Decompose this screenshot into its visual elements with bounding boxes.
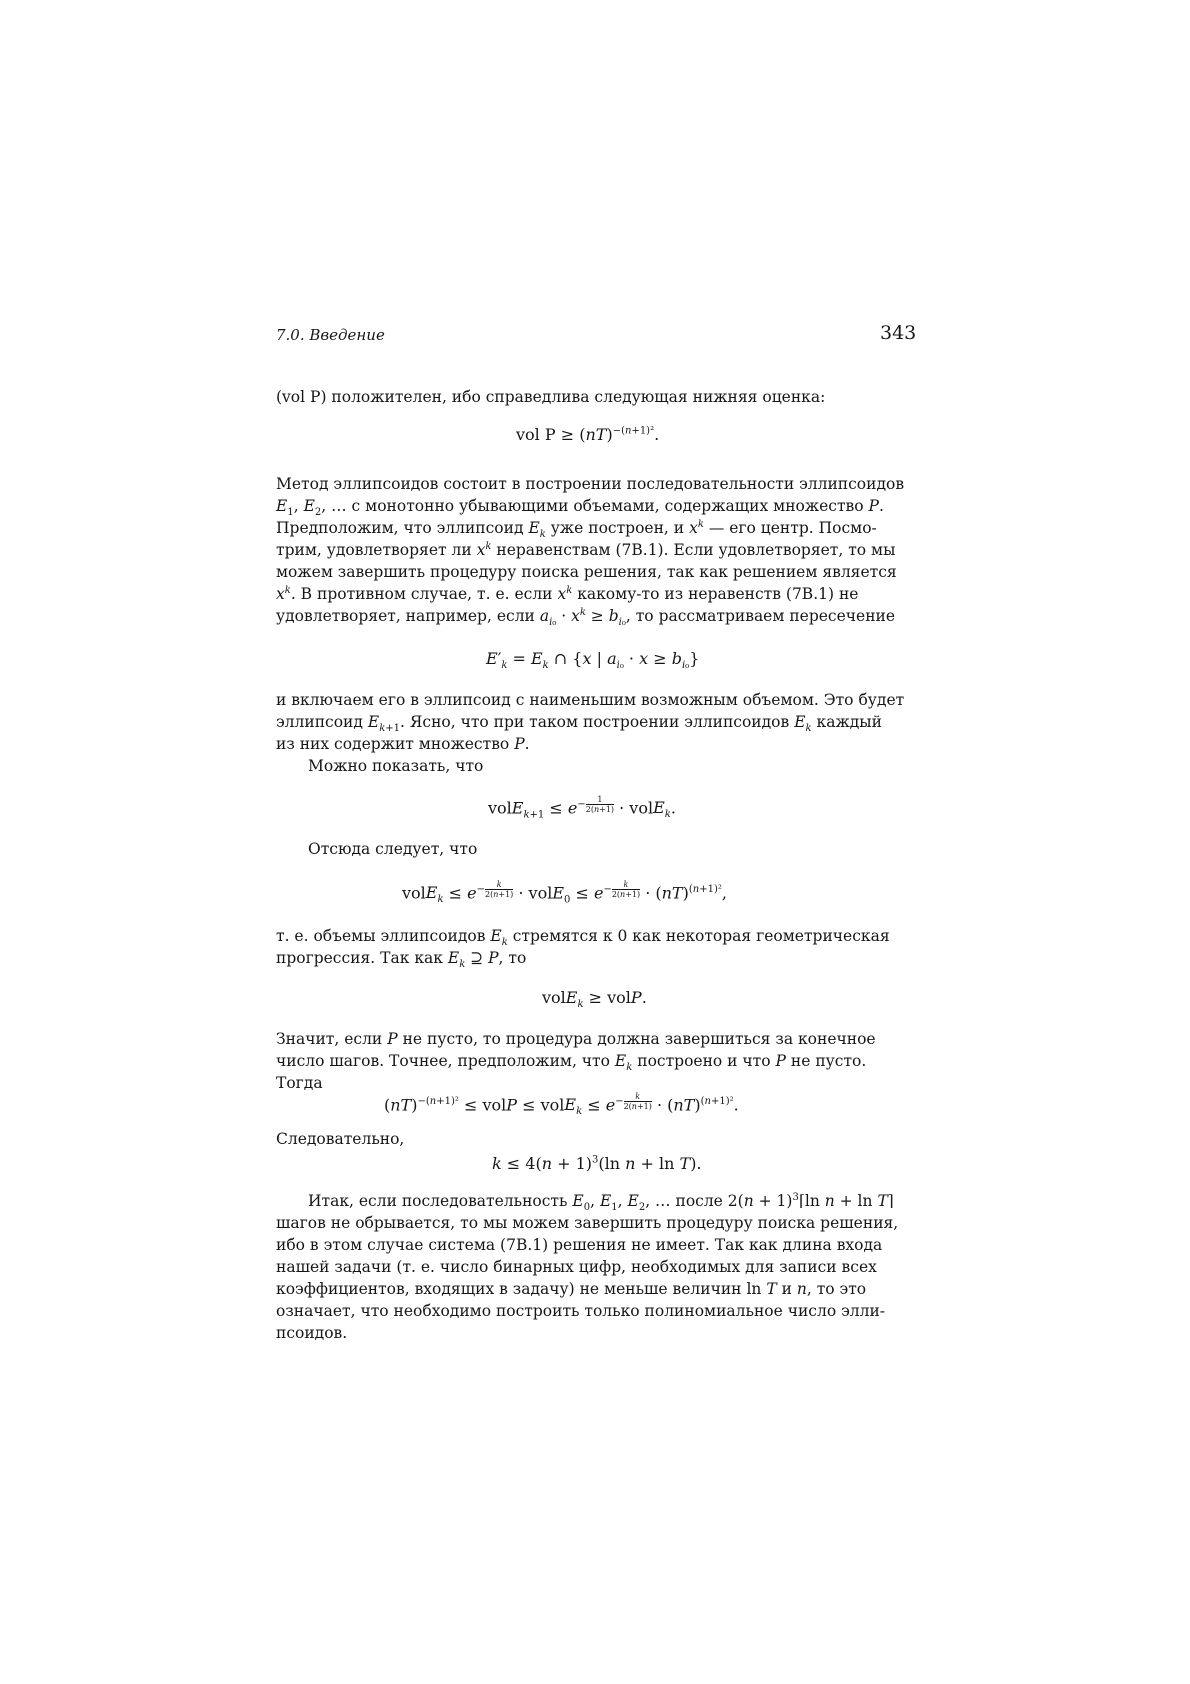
text-span: т. е. объемы эллипсоидов: [276, 927, 486, 945]
text-span: . Ясно, что при таком построении эллипсоидов: [400, 713, 790, 731]
text-line: шагов не обрывается, то мы можем завершить процедуру поиска решения,: [276, 1214, 899, 1232]
text-span: число шагов. Точнее, предположим, что: [276, 1052, 610, 1070]
formula-volume-chain: (nT)$^{-(n+1)^2}$ ≤ volP ≤ volE$_k$ ≤ $e^{- \frac{k}{2(n+1)}}$ · (nT)$^{(n+1)^2}$.: [384, 1092, 739, 1118]
text-span: какому-то из неравенств (7B.1) не: [577, 585, 859, 603]
formula-volume-containment: volE$_k$ ≥ volP.: [542, 988, 647, 1011]
text-span: не пусто.: [790, 1052, 867, 1070]
text-span: , то это: [806, 1280, 867, 1298]
paragraph-therefore: [276, 1128, 920, 1150]
text-line: (vol P) положителен, ибо справедлива следующая нижняя оценка:: [276, 388, 826, 406]
text-span: неравенствам (7B.1). Если удовлетворяет, то мы: [496, 541, 896, 559]
paragraph-minimal-ellipsoid: и включаем его в эллипсоид с наименьшим возможным объемом. Это будет эллипсоид $E_{k+1}$. Ясно, что при таком построении эллипсоидов $E_k$ каждый из них содержит множество P.: [276, 689, 920, 755]
paragraph-polynomial-number: Итак, если последовательность $E_0$, $E_1$, $E_2$, … после $2(n + 1)^3⌈\ln$ n + ln T⌉ шагов не обрывается, то мы можем завершить процедуру поиска решения, ибо в этом случае система (7B.1) решения не имеет. Так как длина входа нашей задачи (т. е. число бинарных цифр, необходимых для записи всех коэффициентов, входящих в задачу) не меньше величин ln T и n, то это означает, что необходимо построить только полиномиальное число элли- псоидов.: [276, 1190, 920, 1344]
text-span: Итак, если последовательность: [308, 1192, 568, 1210]
text-line: Тогда: [276, 1074, 323, 1092]
text-line: нашей задачи (т. е. число бинарных цифр, необходимых для записи всех: [276, 1258, 877, 1276]
text-line: можем завершить процедуру поиска решения, так как решением является: [276, 563, 897, 581]
text-line: означает, что необходимо построить только полиномиальное число элли-: [276, 1302, 886, 1320]
formula-volume-decay: volE$_k$ ≤ $e^{- \frac{k}{2(n+1)}}$ · volE$_0$ ≤ $e^{- \frac{k}{2(n+1)}}$ · (nT)$^{(n+1)^2}$,: [402, 880, 727, 906]
text-span: . В противном случае, т. е. если: [290, 585, 553, 603]
text-line: и включаем его в эллипсоид с наименьшим возможным объемом. Это будет: [276, 691, 905, 709]
text-line: Следовательно,: [276, 1130, 405, 1148]
text-span: уже построен, и: [550, 519, 685, 537]
text-span: и: [781, 1280, 792, 1298]
page-number: 343: [880, 322, 917, 344]
text-line: ибо в этом случае система (7B.1) решения не имеет. Так как длина входа: [276, 1236, 883, 1254]
paragraph-can-show: [276, 755, 920, 777]
paragraph-hence: [276, 838, 920, 860]
text-span: эллипсоид: [276, 713, 363, 731]
text-span: с монотонно убывающими объемами, содержащих множество: [351, 497, 864, 515]
text-span: каждый: [816, 713, 882, 731]
text-span: удовлетворяет, например, если: [276, 607, 535, 625]
text-line: псоидов.: [276, 1324, 348, 1342]
text-span: прогрессия. Так как: [276, 949, 443, 967]
formula-volume-lower-bound: vol P ≥ (nT)$^{-(n+1)^2}$.: [516, 425, 660, 444]
text-span: построено и что: [637, 1052, 771, 1070]
text-span: , то: [498, 949, 527, 967]
text-span: , то рассматриваем пересечение: [625, 607, 896, 625]
text-span: Предположим, что эллипсоид: [276, 519, 524, 537]
paragraph-finite-steps: Значит, если P не пусто, то процедура должна завершиться за конечное число шагов. Точнее, предположим, что $E_k$ построено и что P не пусто. Тогда: [276, 1028, 920, 1094]
paragraph-lower-bound: [276, 386, 920, 408]
text-span: Значит, если: [276, 1030, 383, 1048]
text-span: после: [675, 1192, 723, 1210]
text-span: из них содержит множество: [276, 735, 510, 753]
text-line: Отсюда следует, что: [308, 840, 478, 858]
text-span: — его центр. Посмо-: [708, 519, 877, 537]
formula-step-bound: $k \le 4(n + 1)^3(\ln$ n + ln T).: [492, 1154, 702, 1173]
formula-volume-ratio: volE$_{k+1}$ ≤ $e^{- \frac{1}{2(n+1)}}$ · volE$_k$.: [488, 795, 676, 821]
text-span: не пусто, то процедура должна завершиться за конечное: [402, 1030, 876, 1048]
running-header: 7.0. Введение: [276, 326, 385, 344]
paragraph-ellipsoid-method: Метод эллипсоидов состоит в построении последовательности эллипсоидов $E_1$, $E_2$, … с монотонно убывающими объемами, содержащих множество P. Предположим, что эллипсоид $E_k$ уже построен, и $x^k$ — его центр. Посмо- трим, удовлетворяет ли $x^k$ неравенствам (7B.1). Если удовлетворяет, то мы можем завершить процедуру поиска решения, так как решением является $x^k$. В противном случае, т. е. если $x^k$ какому-то из неравенств (7B.1) не удовлетворяет, например, если $a_{i_0} \cdot x^k \ge b_{i_0}$, то рассматриваем пересечение: [276, 473, 920, 627]
text-span: коэффициентов, входящих в задачу) не меньше величин: [276, 1280, 742, 1298]
formula-intersection: $E'_k = E_k$ ∩ {x | $a_{i_0} \cdot x \ge b_{i_0}$}: [486, 649, 700, 672]
text-line: Можно показать, что: [308, 757, 484, 775]
text-line: Метод эллипсоидов состоит в построении последовательности эллипсоидов: [276, 475, 905, 493]
text-span: стремятся к 0 как некоторая геометрическая: [512, 927, 890, 945]
paragraph-geometric-progression: т. е. объемы эллипсоидов $E_k$ стремятся к 0 как некоторая геометрическая прогрессия. Так как $E_k$ ⊇ P, то: [276, 927, 890, 971]
text-span: трим, удовлетворяет ли: [276, 541, 472, 559]
